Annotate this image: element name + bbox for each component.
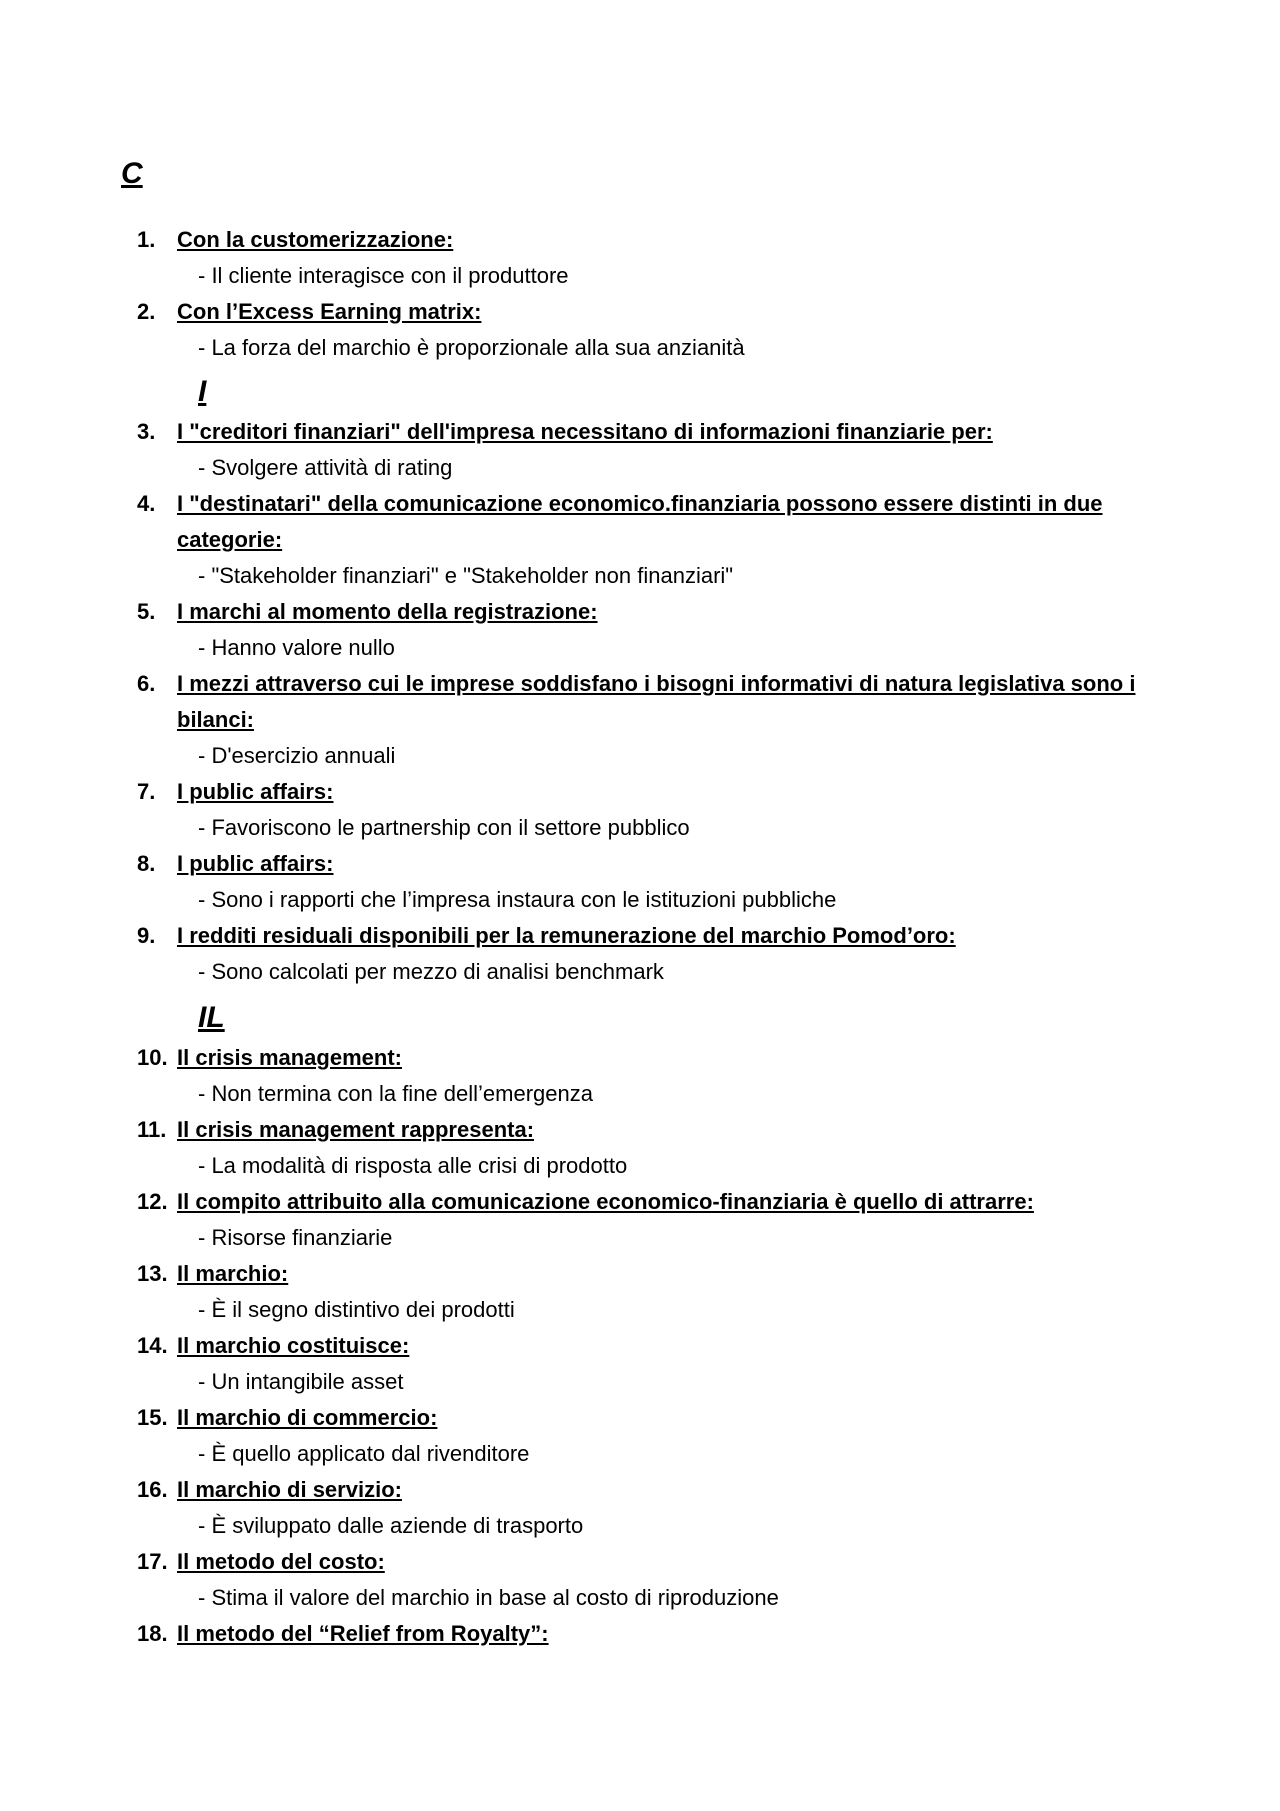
- question-13: [137, 1256, 1177, 1292]
- answer-13: - È il segno distintivo dei prodotti: [198, 1297, 515, 1322]
- question-number: 4.: [137, 491, 156, 516]
- question-14: [137, 1328, 1177, 1364]
- question-number: 16.: [137, 1477, 168, 1502]
- question-text: I marchi al momento della registrazione:: [177, 599, 598, 624]
- question-9: [137, 918, 1177, 954]
- answer-2: - La forza del marchio è proporzionale alla sua anzianità: [198, 335, 745, 360]
- section-heading-i: I: [198, 375, 207, 408]
- question-1: [137, 222, 1177, 258]
- question-2: [137, 294, 1177, 330]
- question-number: 18.: [137, 1621, 168, 1646]
- answer-14: - Un intangibile asset: [198, 1369, 404, 1394]
- question-number: 11.: [137, 1117, 167, 1142]
- question-15: [137, 1400, 1177, 1436]
- question-text: Il marchio di servizio:: [177, 1477, 402, 1502]
- question-number: 5.: [137, 599, 156, 624]
- question-text: Il metodo del “Relief from Royalty”:: [177, 1621, 549, 1646]
- question-text: I "destinatari" della comunicazione economico.finanziaria possono essere distinti in due categorie:: [177, 491, 1103, 552]
- section-heading-il: IL: [198, 1001, 225, 1034]
- question-text: I mezzi attraverso cui le imprese soddisfano i bisogni informativi di natura legislativa sono i bilanci:: [177, 671, 1136, 732]
- question-number: 7.: [137, 779, 156, 804]
- question-text: Il marchio di commercio:: [177, 1405, 438, 1430]
- question-number: 15.: [137, 1405, 168, 1430]
- question-number: 3.: [137, 419, 156, 444]
- question-number: 12.: [137, 1189, 168, 1214]
- question-number: 6.: [137, 671, 156, 696]
- question-text: I "creditori finanziari" dell'impresa necessitano di informazioni finanziarie per:: [177, 419, 993, 444]
- answer-9: - Sono calcolati per mezzo di analisi benchmark: [198, 959, 664, 984]
- question-number: 17.: [137, 1549, 168, 1574]
- question-16: [137, 1472, 1177, 1508]
- question-text: Il marchio costituisce:: [177, 1333, 410, 1358]
- question-17: [137, 1544, 1177, 1580]
- question-10: [137, 1040, 1177, 1076]
- question-11: [137, 1112, 1177, 1148]
- answer-5: - Hanno valore nullo: [198, 635, 395, 660]
- question-text: Con la customerizzazione:: [177, 227, 454, 252]
- question-text: Il crisis management rappresenta:: [177, 1117, 535, 1142]
- question-number: 14.: [137, 1333, 168, 1358]
- answer-12: - Risorse finanziarie: [198, 1225, 393, 1250]
- answer-15: - È quello applicato dal rivenditore: [198, 1441, 530, 1466]
- answer-1: - Il cliente interagisce con il produttore: [198, 263, 569, 288]
- question-6: [137, 666, 1177, 738]
- question-text: Il compito attribuito alla comunicazione economico-finanziaria è quello di attrarre:: [177, 1189, 1034, 1214]
- answer-3: - Svolgere attività di rating: [198, 455, 453, 480]
- question-text: Il marchio:: [177, 1261, 289, 1286]
- question-number: 1.: [137, 227, 156, 252]
- answer-16: - È sviluppato dalle aziende di trasporto: [198, 1513, 584, 1538]
- question-8: [137, 846, 1177, 882]
- question-text: I redditi residuali disponibili per la remunerazione del marchio Pomod’oro:: [177, 923, 956, 948]
- question-3: [137, 414, 1177, 450]
- question-text: Il crisis management:: [177, 1045, 402, 1070]
- question-7: [137, 774, 1177, 810]
- question-number: 9.: [137, 923, 156, 948]
- answer-10: - Non termina con la fine dell’emergenza: [198, 1081, 593, 1106]
- answer-11: - La modalità di risposta alle crisi di prodotto: [198, 1153, 628, 1178]
- answer-7: - Favoriscono le partnership con il settore pubblico: [198, 815, 690, 840]
- answer-17: - Stima il valore del marchio in base al costo di riproduzione: [198, 1585, 779, 1610]
- question-4: [137, 486, 1177, 558]
- question-number: 8.: [137, 851, 156, 876]
- question-5: [137, 594, 1177, 630]
- section-heading-c: C: [121, 157, 143, 190]
- question-text: Con l’Excess Earning matrix:: [177, 299, 482, 324]
- question-number: 10.: [137, 1045, 168, 1070]
- question-12: [137, 1184, 1177, 1220]
- question-text: I public affairs:: [177, 779, 334, 804]
- answer-4: - "Stakeholder finanziari" e "Stakeholder non finanziari": [198, 563, 734, 588]
- question-text: I public affairs:: [177, 851, 334, 876]
- answer-8: - Sono i rapporti che l’impresa instaura con le istituzioni pubbliche: [198, 887, 837, 912]
- question-18: [137, 1616, 1177, 1652]
- question-text: Il metodo del costo:: [177, 1549, 385, 1574]
- question-number: 13.: [137, 1261, 168, 1286]
- question-number: 2.: [137, 299, 156, 324]
- answer-6: - D'esercizio annuali: [198, 743, 396, 768]
